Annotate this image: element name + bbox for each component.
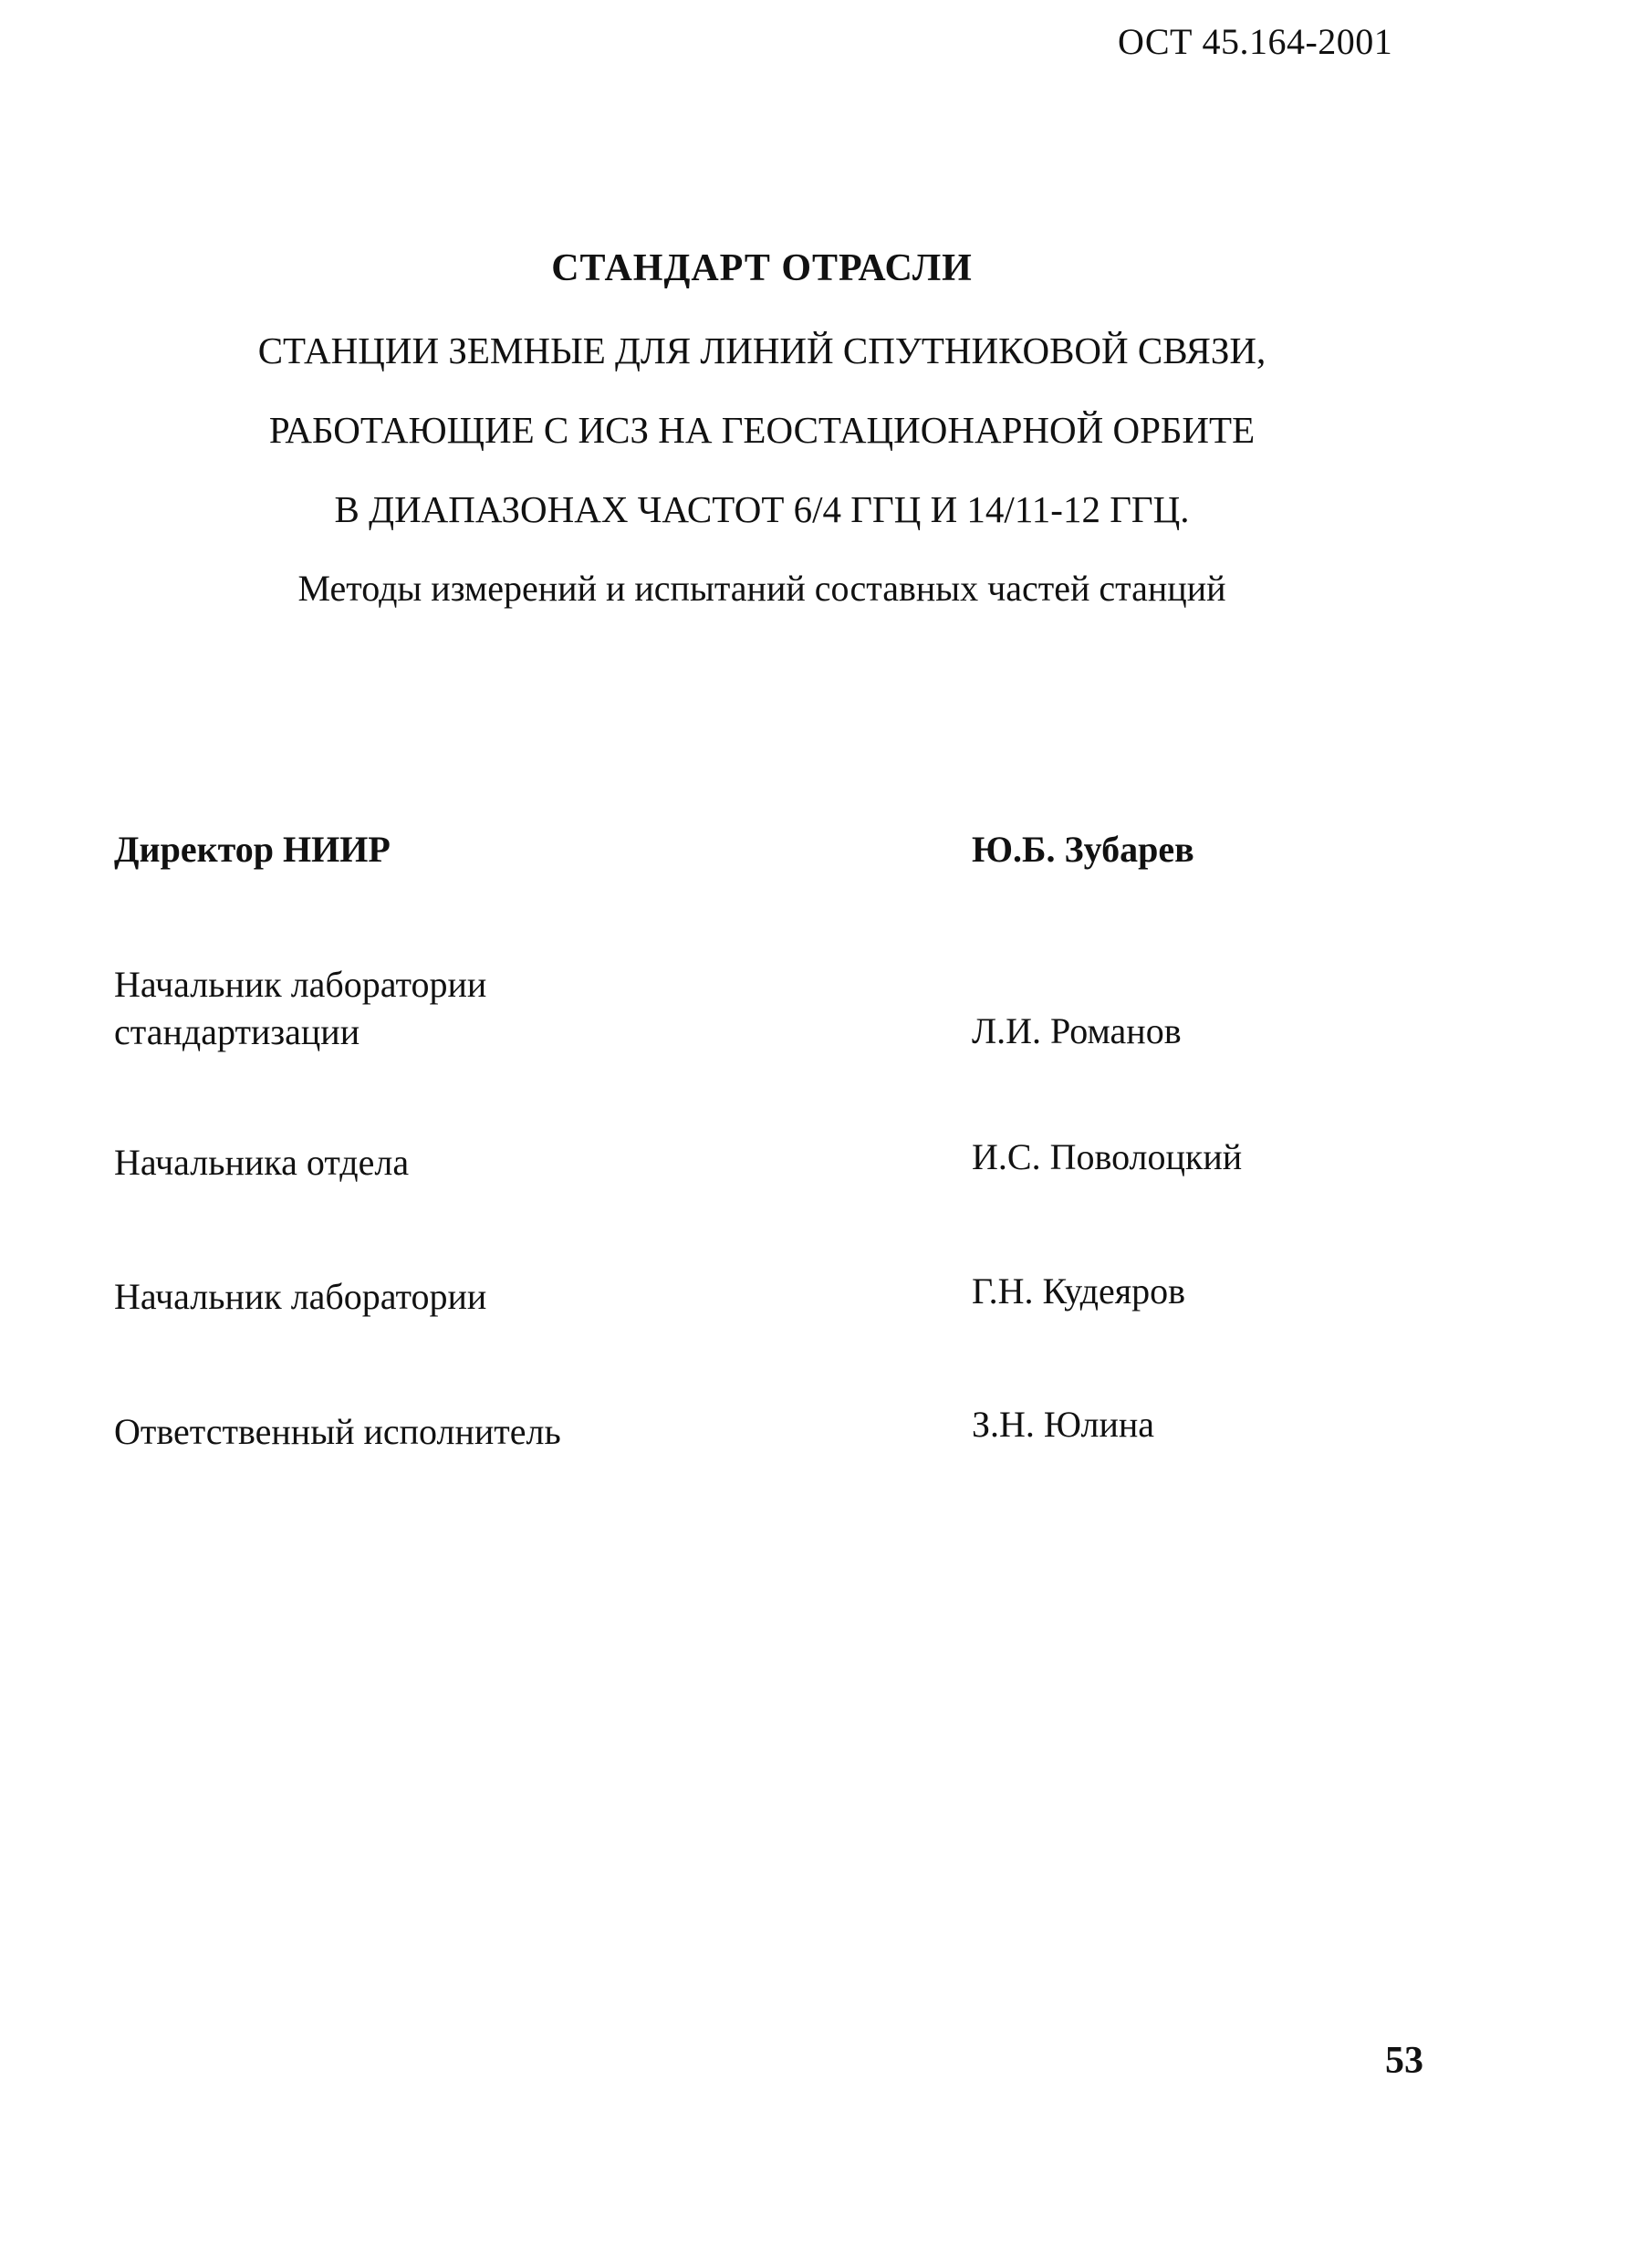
signature-role-line-2: стандартизации: [114, 1011, 360, 1052]
title-line-1: СТАНЦИИ ЗЕМНЫЕ ДЛЯ ЛИНИЙ СПУТНИКОВОЙ СВЯЗИ,: [257, 329, 1266, 371]
document-subtitle: Методы измерений и испытаний составных частей станций: [297, 568, 1226, 609]
signature-role: Директор НИИР: [114, 829, 391, 870]
signature-name: З.Н. Юлина: [972, 1404, 1155, 1445]
signature-name: Г.Н. Кудеяров: [972, 1270, 1186, 1312]
signature-name: И.С. Поволоцкий: [972, 1136, 1243, 1177]
signature-name: Ю.Б. Зубарев: [972, 829, 1194, 870]
page-number: 53: [1385, 2040, 1423, 2082]
signature-role: Начальника отдела: [114, 1142, 410, 1183]
title-line-3: В ДИАПАЗОНАХ ЧАСТОТ 6/4 ГГЦ И 14/11-12 ГГЦ.: [334, 488, 1190, 530]
standard-title: СТАНДАРТ ОТРАСЛИ: [551, 247, 973, 289]
title-block: [0, 239, 1524, 612]
signature-role: Начальник лаборатории: [114, 1276, 487, 1317]
signature-name: Л.И. Романов: [972, 1010, 1182, 1051]
signature-role: Ответственный исполнитель: [114, 1411, 561, 1452]
title-line-2: РАБОТАЮЩИЕ С ИСЗ НА ГЕОСТАЦИОНАРНОЙ ОРБИТЕ: [268, 409, 1256, 451]
signature-role-line-1: Начальник лаборатории: [114, 964, 487, 1005]
document-code: ОСТ 45.164-2001: [1118, 21, 1393, 62]
signature-role: [114, 961, 486, 1056]
